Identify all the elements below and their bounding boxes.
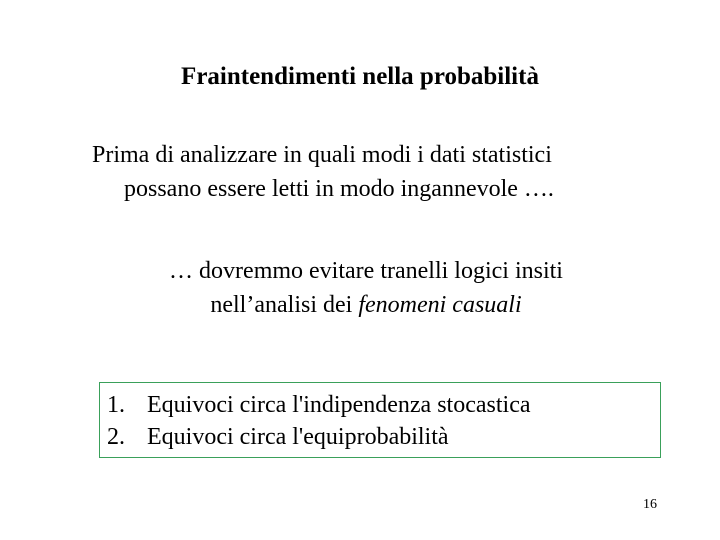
intro-line-1: Prima di analizzare in quali modi i dati statistici [92,142,552,168]
list-item [107,389,660,421]
list-item [107,421,660,453]
list-item-text: Equivoci circa l'indipendenza stocastica [147,392,531,418]
continuation-line-2-prefix: nell’analisi dei [210,292,359,318]
continuation-paragraph [0,254,720,322]
continuation-line-2 [0,288,720,322]
intro-paragraph [92,138,692,206]
misconceptions-box [99,382,661,458]
list-item-number: 2. [107,424,125,450]
slide-title: Fraintendimenti nella probabilità [181,63,539,90]
continuation-emphasis: fenomeni casuali [358,292,522,318]
continuation-line-1: … dovremmo evitare tranelli logici insiti [169,258,563,284]
list-item-number: 1. [107,392,125,418]
page-number: 16 [643,497,657,512]
list-item-text: Equivoci circa l'equiprobabilità [147,424,449,450]
misconceptions-list [100,383,660,453]
intro-line-2: possano essere letti in modo ingannevole …. [124,176,554,202]
